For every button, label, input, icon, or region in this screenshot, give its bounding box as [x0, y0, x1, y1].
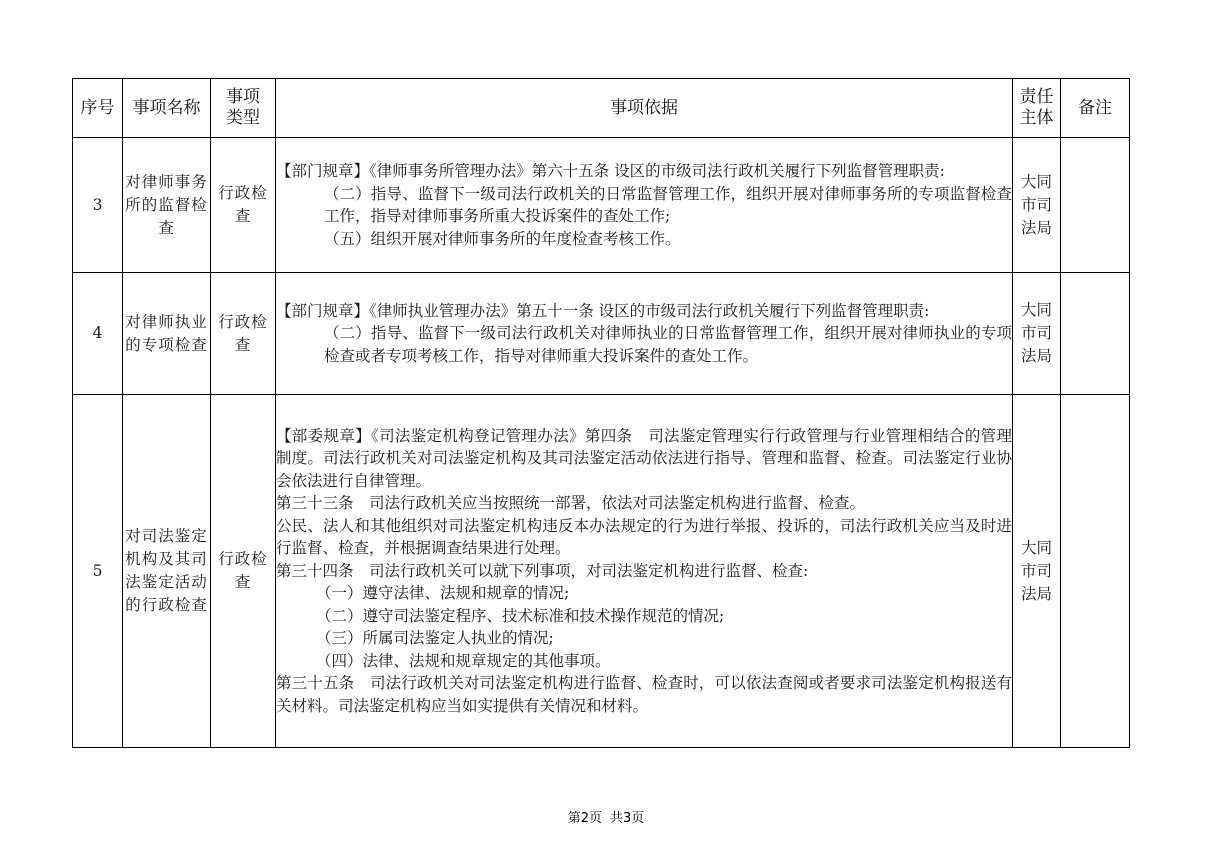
- row-type: 行政检查: [211, 138, 276, 273]
- header-basis: 事项依据: [276, 79, 1013, 138]
- row-name: 对律师事务所的监督检查: [123, 138, 211, 273]
- row-seq: 5: [73, 395, 123, 748]
- table-row: [73, 395, 1130, 748]
- row-remark: [1061, 273, 1130, 395]
- header-name: 事项名称: [123, 79, 211, 138]
- row-owner: 大同市司法局: [1013, 273, 1061, 395]
- row-remark: [1061, 395, 1130, 748]
- header-type: 事项 类型: [211, 79, 276, 138]
- header-row: [73, 79, 1130, 138]
- row-seq: 4: [73, 273, 123, 395]
- row-basis: 【部门规章】《律师执业管理办法》第五十一条 设区的市级司法行政机关履行下列监督管理职责: （二）指导、监督下一级司法行政机关对律师执业的日常监督管理工作，组织开展对律师执业的专项检查或者专项考核工作，指导对律师重大投诉案件的查处工作。: [276, 273, 1013, 395]
- row-name: 对律师执业的专项检查: [123, 273, 211, 395]
- row-name: 对司法鉴定机构及其司法鉴定活动的行政检查: [123, 395, 211, 748]
- regulation-table: [72, 78, 1130, 748]
- row-basis: 【部门规章】《律师事务所管理办法》第六十五条 设区的市级司法行政机关履行下列监督管理职责: （二）指导、监督下一级司法行政机关的日常监督管理工作，组织开展对律师事务所的专项监督检查工作，指导对律师事务所重大投诉案件的查处工作; （五）组织开展对律师事务所的年度检查考核工作。: [276, 138, 1013, 273]
- header-remark: 备注: [1061, 79, 1130, 138]
- row-seq: 3: [73, 138, 123, 273]
- row-remark: [1061, 138, 1130, 273]
- table-row: [73, 138, 1130, 273]
- page-footer: [0, 807, 1212, 826]
- row-owner: 大同市司法局: [1013, 395, 1061, 748]
- page-number: 第2页: [567, 811, 602, 826]
- header-owner: 责任 主体: [1013, 79, 1061, 138]
- header-seq: 序号: [73, 79, 123, 138]
- table-row: [73, 273, 1130, 395]
- row-basis: 【部委规章】《司法鉴定机构登记管理办法》第四条 司法鉴定管理实行行政管理与行业管理相结合的管理制度。司法行政机关对司法鉴定机构及其司法鉴定活动依法进行指导、管理和监督、检查。司法鉴定行业协会依法进行自律管理。 第三十三条 司法行政机关应当按照统一部署，依法对司法鉴定机构进行监督、检查。 公民、法人和其他组织对司法鉴定机构违反本办法规定的行为进行举报、投诉的，司法行政机关应当及时进行监督、检查，并根据调查结果进行处理。 第三十四条 司法行政机关可以就下列事项，对司法鉴定机构进行监督、检查: （一）遵守法律、法规和规章的情况; （二）遵守司法鉴定程序、技术标准和技术操作规范的情况; （三）所属司法鉴定人执业的情况; （四）法律、法规和规章规定的其他事项。 第三十五条 司法行政机关对司法鉴定机构进行监督、检查时，可以依法查阅或者要求司法鉴定机构报送有关材料。司法鉴定机构应当如实提供有关情况和材料。: [276, 395, 1013, 748]
- page-total: 共3页: [610, 811, 645, 826]
- row-owner: 大同市司法局: [1013, 138, 1061, 273]
- row-type: 行政检查: [211, 395, 276, 748]
- row-type: 行政检查: [211, 273, 276, 395]
